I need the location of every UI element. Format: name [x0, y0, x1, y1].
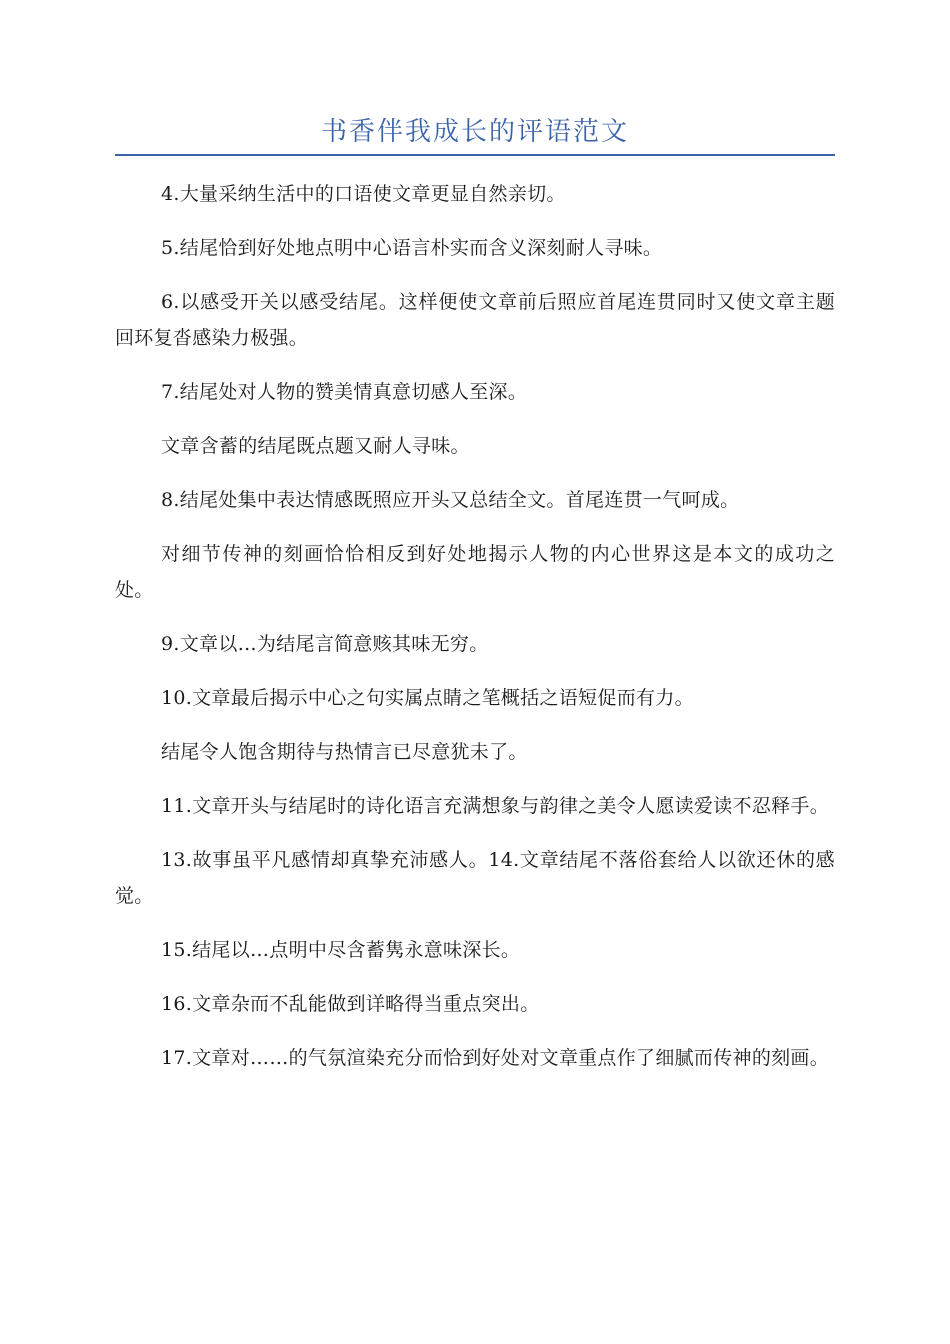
page-header [115, 112, 835, 152]
paragraph: 10.文章最后揭示中心之句实属点睛之笔概括之语短促而有力。 [161, 687, 694, 709]
paragraph: 7.结尾处对人物的赞美情真意切感人至深。 [161, 381, 528, 403]
paragraph: 对细节传神的刻画恰恰相反到好处地揭示人物的内心世界这是本文的成功之处。 [115, 543, 835, 601]
paragraph: 11.文章开头与结尾时的诗化语言充满想象与韵律之美令人愿读爱读不忍释手。 [161, 795, 830, 817]
paragraph: 17.文章对……的气氛渲染充分而恰到好处对文章重点作了细腻而传神的刻画。 [161, 1047, 830, 1069]
paragraph: 15.结尾以…点明中尽含蓄隽永意味深长。 [161, 939, 521, 961]
document-body [115, 176, 835, 1094]
title-divider [115, 154, 835, 156]
page-title: 书香伴我成长的评语范文 [320, 117, 629, 147]
paragraph: 6.以感受开关以感受结尾。这样便使文章前后照应首尾连贯同时又使文章主题回环复沓感染力极强。 [115, 291, 835, 349]
paragraph: 文章含蓄的结尾既点题又耐人寻味。 [161, 435, 470, 457]
paragraph: 结尾令人饱含期待与热情言已尽意犹未了。 [161, 741, 528, 763]
paragraph: 16.文章杂而不乱能做到详略得当重点突出。 [161, 993, 540, 1015]
paragraph: 8.结尾处集中表达情感既照应开头又总结全文。首尾连贯一气呵成。 [161, 489, 740, 511]
paragraph: 5.结尾恰到好处地点明中心语言朴实而含义深刻耐人寻味。 [161, 237, 663, 259]
paragraph: 9.文章以…为结尾言简意赅其味无穷。 [161, 633, 489, 655]
paragraph: 4.大量采纳生活中的口语使文章更显自然亲切。 [161, 183, 566, 205]
paragraph: 13.故事虽平凡感情却真挚充沛感人。14.文章结尾不落俗套给人以欲还休的感觉。 [115, 849, 835, 907]
